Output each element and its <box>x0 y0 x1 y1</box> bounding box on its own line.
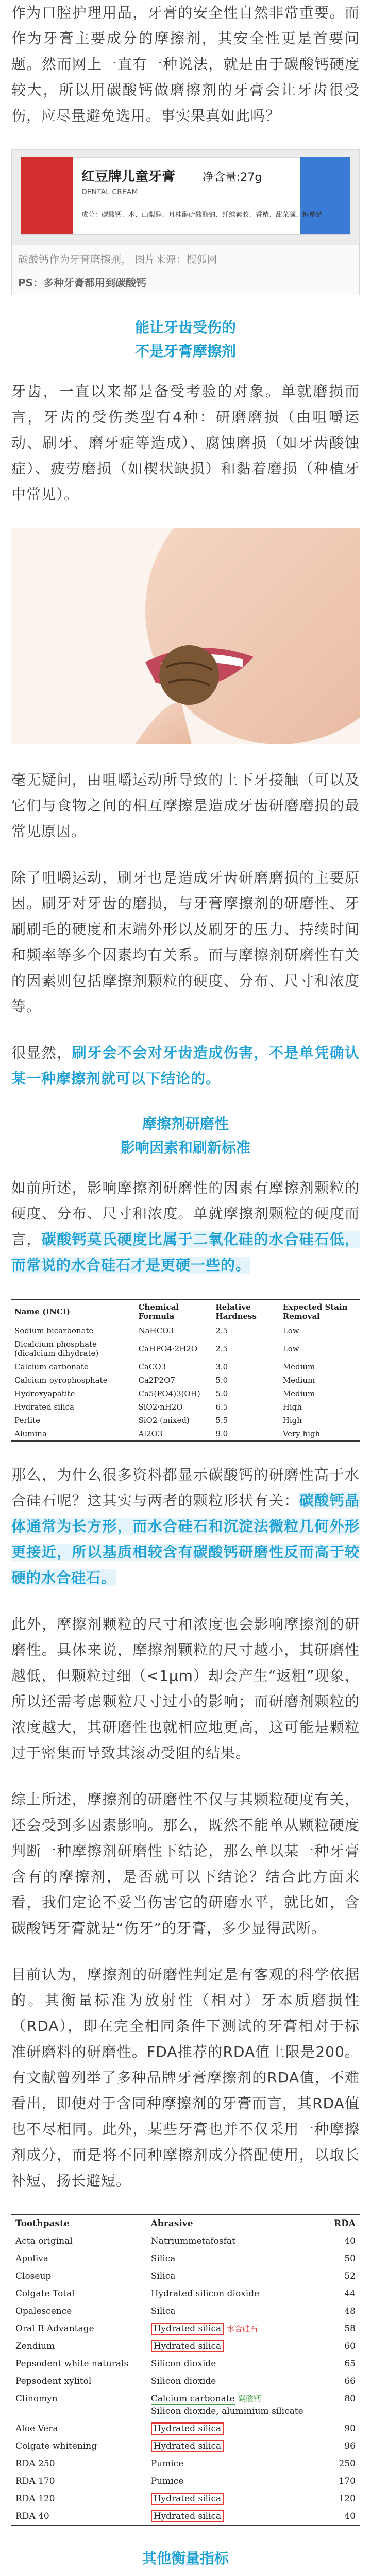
abr-header-stain: Expected Stain Removal <box>280 1299 360 1324</box>
paragraph-hardness-highlight: 碳酸钙莫氏硬度比属于二氧化硅的水合硅石低，而常说的水合硅石才是更硬一些的。 <box>11 1231 360 1274</box>
table-cell: 5.5 <box>215 1416 228 1425</box>
table-cell: Medium <box>282 1362 315 1371</box>
paragraph-particle-size: 此外，摩擦剂颗粒的尺寸和浓度也会影响摩擦剂的研磨性。具体来说，摩擦剂颗粒的尺寸越小，其研磨性越低，但颗粒过细（<1μm）却会产生“返粗”现象，所以还需考虑颗粒尺寸过小的影响；而研磨剂颗粒的浓度越大，其研磨性也就相应地更高，这可能是颗粒过于密集而导致其滚动受阻的结果。 <box>11 1616 360 1761</box>
table-cell: CaHPO4·2H2O <box>138 1344 198 1353</box>
section-title-1-line1: 能让牙齿受伤的 <box>134 319 236 336</box>
table-cell: CaCO3 <box>138 1362 166 1371</box>
table-cell: Colgate Total <box>15 2289 75 2299</box>
package-brand: 红豆牌儿童牙膏 <box>81 169 176 184</box>
rda-table <box>11 2214 360 2526</box>
table-row <box>11 1374 360 1387</box>
table-row <box>11 1427 360 1441</box>
table-cell: Acta original <box>15 2236 73 2246</box>
table-cell: SiO2·nH2O <box>138 1402 183 1412</box>
paragraph-hardness <box>11 1175 360 1278</box>
table-cell: 120 <box>339 2494 356 2504</box>
section-title-2 <box>11 1112 360 1160</box>
table-row <box>11 2320 360 2337</box>
silica-highlight: Hydrated silica <box>151 2510 224 2522</box>
table-cell: SiO2 (mixed) <box>138 1416 190 1425</box>
table-row <box>11 1337 360 1360</box>
table-row <box>11 2490 360 2507</box>
table-cell: 40 <box>344 2236 356 2246</box>
table-cell: RDA 250 <box>15 2459 55 2469</box>
paragraph-particle-shape-highlight: 碳酸钙晶体通常为长方形，而水合硅石和沉淀法微粒几何外形更接近，所以基质相较含有碳酸钙研磨性反而高于较硬的水合硅石。 <box>11 1492 360 1586</box>
table-row <box>11 2420 360 2437</box>
table-row <box>11 2455 360 2472</box>
table-row <box>11 1414 360 1427</box>
paragraph-particle-shape <box>11 1462 360 1591</box>
paragraph-brushing: 除了咀嚼运动，刷牙也是造成牙齿研磨磨损的主要原因。刷牙对牙齿的磨损，与牙膏摩擦剂的研磨性、牙刷刷毛的硬度和末端外形以及刷牙的压力、持续时间和频率等多个因素均有关系。而与摩擦剂研磨性有关的因素则包括摩擦剂颗粒的硬度、分布、尺寸和浓度等。 <box>11 869 360 1015</box>
paragraph-conclusion-1-text: 很显然， <box>11 1044 72 1061</box>
silica-highlight: Hydrated silica <box>151 2440 224 2452</box>
silica-highlight: Hydrated silica <box>151 2323 224 2335</box>
table-cell: Medium <box>282 1376 315 1385</box>
table-cell: RDA 120 <box>15 2494 55 2504</box>
table-cell <box>147 2507 326 2526</box>
figure-bite-photo <box>11 528 360 747</box>
table-row <box>11 2285 360 2302</box>
table-cell: 5.0 <box>215 1376 228 1385</box>
figure1-source: 图片来源：搜狐网 <box>134 253 217 265</box>
table-cell: RDA 170 <box>15 2476 55 2486</box>
table-cell: 250 <box>339 2459 356 2469</box>
figure-toothpaste-package <box>11 149 360 295</box>
silica-highlight: Hydrated silica <box>151 2493 224 2505</box>
table-cell: 2.5 <box>215 1326 228 1335</box>
rda-header-value: RDA <box>326 2215 360 2232</box>
paragraph-hardness-text: 如前所述，影响摩擦剂研磨性的因素有摩擦剂颗粒的硬度、分布、尺寸和浓度。单就摩擦剂颗粒的硬度而言， <box>11 1179 360 1248</box>
table-cell: 60 <box>344 2341 356 2351</box>
table-cell: 5.0 <box>215 1389 228 1398</box>
table-cell: Medium <box>282 1389 315 1398</box>
figure1-caption: 碳酸钙作为牙膏磨擦剂， <box>18 253 131 265</box>
abr-header-hardness: Relative Hardness <box>212 1299 279 1324</box>
table-cell: Clinomyn <box>15 2394 58 2404</box>
paragraph-summary: 综上所述，摩擦剂的研磨性不仅与其颗粒硬度有关，还会受到多因素影响。那么，既然不能单从颗粒硬度判断一种摩擦剂研磨性下结论，那么单以某一种牙膏含有的摩擦剂，是否就可以下结论？结合此方面来看，我们定论不妥当伤害它的研磨水平，就比如，含碳酸钙牙膏就是“伤牙”的牙膏，多少显得武断。 <box>11 1791 360 1937</box>
section-title-1 <box>11 316 360 363</box>
table-cell: 58 <box>344 2324 356 2334</box>
paragraph-conclusion-1-highlight: 刷牙会不会对牙齿造成伤害，不是单凭确认某一种摩擦剂就可以下结论的。 <box>11 1044 360 1087</box>
carbonate-highlight: Calcium carbonate <box>150 2394 235 2404</box>
table-cell: Silica <box>150 2306 176 2316</box>
abr-header-formula: Chemical Formula <box>135 1299 212 1324</box>
table-row <box>11 2472 360 2490</box>
table-cell: 6.5 <box>215 1402 228 1412</box>
rda-header-abrasive: Abrasive <box>147 2215 326 2232</box>
table-cell: Very high <box>280 1427 360 1441</box>
section-title-2-line1: 摩擦剂研磨性 <box>142 1115 229 1132</box>
table-row <box>11 2302 360 2320</box>
table-cell: Low <box>282 1344 299 1353</box>
table-cell: 90 <box>344 2424 356 2434</box>
section-title-1-line2: 不是牙膏摩擦剂 <box>134 343 236 360</box>
table-cell: Silica <box>150 2271 176 2281</box>
table-row <box>11 1400 360 1414</box>
table-cell: Sodium bicarbonate <box>14 1326 94 1335</box>
table-row <box>11 1387 360 1400</box>
table-cell: Silicon dioxide <box>150 2359 216 2369</box>
table-cell: Perlite <box>14 1416 40 1425</box>
table-cell: 170 <box>339 2476 356 2486</box>
table-cell: 40 <box>326 2507 360 2526</box>
clinomyn-extra-abrasive: Silicon dioxide, aluminium silicate <box>150 2406 303 2416</box>
table-cell: 50 <box>344 2253 356 2264</box>
silica-highlight: Hydrated silica <box>151 2340 224 2352</box>
table-cell: Hydrated silica <box>14 1402 74 1412</box>
table-row <box>11 1360 360 1374</box>
package-brand-sub: DENTAL CREAM <box>81 188 138 196</box>
paragraph-particle-shape-text: 那么，为什么很多资料都显示碳酸钙的研磨性高于水合硅石呢？这其实与两者的颗粒形状有关： <box>11 1466 360 1509</box>
section-title-2-line2: 影响因素和刷新标准 <box>120 1139 250 1156</box>
table-cell: 2.5 <box>215 1344 228 1353</box>
table-cell: NaHCO3 <box>138 1326 174 1335</box>
table-cell <box>147 2320 326 2337</box>
table-cell <box>147 2390 326 2420</box>
paragraph-wear-types: 牙齿，一直以来都是备受考验的对象。单就磨损而言，牙齿的受伤类型有4种：研磨磨损（由咀嚼运动、刷牙、磨牙症等造成）、腐蚀磨损（如牙齿酸蚀症）、疲劳磨损（如楔状缺损）和黏着磨损（种植牙中常见）。 <box>11 383 360 503</box>
table-cell <box>147 2490 326 2507</box>
table-cell: Silica <box>150 2253 176 2264</box>
table-cell: Calcium pyrophosphate <box>14 1376 108 1385</box>
table-cell: Pumice <box>150 2459 184 2469</box>
table-cell: 80 <box>344 2394 356 2404</box>
table-cell: Dicalcium phosphate (dicalcium dihydrate) <box>14 1340 99 1358</box>
carbonate-annotation: 碳酸钙 <box>238 2394 261 2403</box>
table-cell: Zendium <box>15 2341 55 2351</box>
table-cell: 44 <box>344 2289 356 2299</box>
table-cell: Hydrated silicon dioxide <box>150 2289 260 2299</box>
table-cell: Ca5(PO4)3(OH) <box>138 1389 200 1398</box>
table-cell: 65 <box>344 2359 356 2369</box>
rda-header-toothpaste: Toothpaste <box>11 2215 147 2232</box>
table-cell: Colgate whitening <box>15 2441 97 2451</box>
table-cell: Aloe Vera <box>15 2424 58 2434</box>
table-row <box>11 2507 360 2526</box>
table-cell: Hydroxyapatite <box>14 1389 75 1398</box>
figure-abrasive-table <box>11 1299 360 1442</box>
table-row <box>11 2437 360 2455</box>
figure1-note: PS：多种牙膏都用到碳酸钙 <box>18 277 147 289</box>
table-cell: Pumice <box>150 2476 184 2486</box>
paragraph-chewing: 毫无疑问，由咀嚼运动所导致的上下牙接触（可以及它们与食物之间的相互摩擦是造成牙齿研磨磨损的最常见原因。 <box>11 771 360 840</box>
table-cell: 66 <box>344 2376 356 2386</box>
table-row <box>11 2372 360 2390</box>
package-ingredients: 成分：碳酸钙、水、山梨醇、月桂醇硫酸酯钠、纤维素胶、香精、甜菜碱、糖精钠 <box>81 211 323 219</box>
table-cell <box>147 2337 326 2355</box>
package-photo <box>11 149 360 295</box>
section-title-3 <box>11 2547 360 2570</box>
table-cell: Low <box>282 1326 299 1335</box>
table-cell: Apoliva <box>15 2253 49 2264</box>
table-row <box>11 1324 360 1338</box>
table-cell: Al2O3 <box>135 1427 212 1441</box>
table-row <box>11 2267 360 2285</box>
table-cell: 9.0 <box>212 1427 279 1441</box>
paragraph-rda: 目前认为，摩擦剂的研磨性判定是有客观的科学依据的。其衡量标准为放射性（相对）牙本质磨损性（RDA），即在完全相同条件下测试的牙膏相对于标准研磨料的研磨性。FDA推荐的RDA值上限是200。有文献曾列举了多种品牌牙膏摩擦剂的RDA值，不难看出，即使对于含同种摩擦剂的牙膏而言，其RDA值也不尽相同。此外，某些牙膏也并不仅采用一种摩擦剂成分，而是将不同种摩擦剂成分搭配使用，以取长补短、扬长避短。 <box>11 1966 360 2189</box>
walnut-icon <box>159 645 219 705</box>
table-cell <box>147 2420 326 2437</box>
silica-highlight: Hydrated silica <box>151 2422 224 2435</box>
table-cell: 3.0 <box>215 1362 228 1371</box>
table-cell: Ca2P2O7 <box>138 1376 175 1385</box>
silica-annotation: 水合硅石 <box>227 2324 258 2333</box>
table-cell: 48 <box>344 2306 356 2316</box>
table-row <box>11 2232 360 2250</box>
paragraph-conclusion-1 <box>11 1040 360 1092</box>
table-row <box>11 2250 360 2267</box>
table-cell: Oral B Advantage <box>15 2324 94 2334</box>
table-cell: Closeup <box>15 2271 52 2281</box>
table-cell: High <box>282 1416 302 1425</box>
table-cell: High <box>282 1402 302 1412</box>
table-cell: 96 <box>344 2441 356 2451</box>
table-cell: Natriummetafosfat <box>150 2236 235 2246</box>
section-title-3-line1: 其他衡量指标 <box>142 2550 229 2567</box>
package-illustration <box>12 150 359 245</box>
paragraph-intro: 作为口腔护理用品，牙膏的安全性自然非常重要。而作为牙膏主要成分的摩擦剂，其安全性更是首要问题。然而网上一直有一种说法，就是由于碳酸钙硬度较大，所以用碳酸钙做磨擦剂的牙膏会让牙齿很受伤，应尽量避免选用。事实果真如此吗？ <box>11 4 360 124</box>
table-cell <box>147 2437 326 2455</box>
abrasive-hardness-table <box>11 1299 360 1442</box>
package-net-weight: 净含量:27g <box>203 171 262 184</box>
abr-header-name: Name (INCI) <box>11 1299 135 1324</box>
table-row <box>11 2390 360 2420</box>
table-row <box>11 2355 360 2372</box>
figure-rda-table <box>11 2214 360 2526</box>
table-row <box>11 2337 360 2355</box>
table-cell: Pepsodent white naturals <box>15 2359 129 2369</box>
woman-biting-walnut-photo <box>11 528 360 744</box>
table-cell: Opalescence <box>15 2306 72 2316</box>
table-cell: Pepsodent xylitol <box>15 2376 92 2386</box>
table-cell: RDA 40 <box>11 2507 147 2526</box>
table-cell: 52 <box>344 2271 356 2281</box>
table-cell: Alumina <box>11 1427 135 1441</box>
table-cell: Silicon dioxide <box>150 2376 216 2386</box>
table-cell: Calcium carbonate <box>14 1362 89 1371</box>
